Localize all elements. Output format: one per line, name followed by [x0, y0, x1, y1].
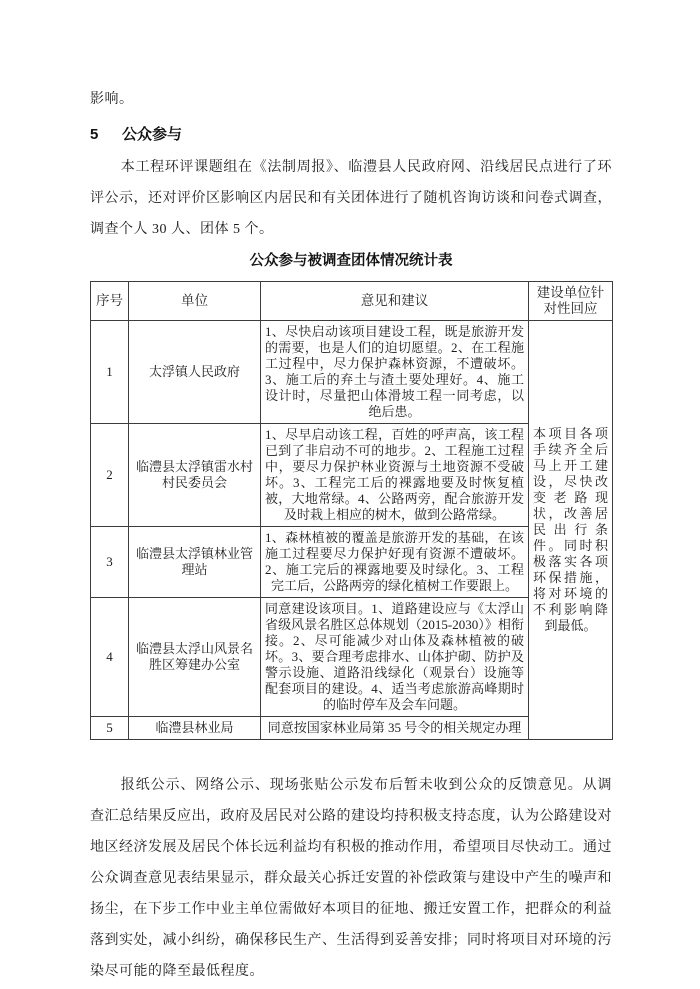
intro-paragraph: 本工程环评课题组在《法制周报》、临澧县人民政府网、沿线居民点进行了环评公示，还对评价区影响区内居民和有关团体进行了随机咨询访谈和问卷式调查，调查个人 30 人、团体 5 个。 [90, 160, 612, 237]
header-unit: 单位 [129, 282, 261, 321]
row-unit: 临澧县太浮镇雷水村村民委员会 [129, 424, 261, 527]
response-merged-cell: 本项目各项手续齐全后马上开工建设，尽快改变老路现状，改善居民出行条件。同时积极落实各项环保措施，将对环境的不利影响降到最低。 [529, 321, 613, 740]
closing-paragraph: 报纸公示、网络公示、现场张贴公示发布后暂未收到公众的反馈意见。从调查汇总结果反应出，政府及居民对公路的建设均持积极支持态度，认为公路建设对地区经济发展及居民个体长远利益均有积极的推动作用，希望项目尽快动工。通过公众调查意见表结果显示，群众最关心拆迁安置的补偿政策与建设中产生的噪声和扬尘，在下步工作中业主单位需做好本项目的征地、搬迁安置工作，把群众的利益落到实处，减小纠纷，确保移民生产、生活得到妥善安排；同时将项目对环境的污染尽可能的降至最低程度。 [90, 778, 612, 979]
header-serial-number: 序号 [91, 282, 129, 321]
section-heading [90, 119, 612, 150]
row-unit: 临澧县太浮镇林业管理站 [129, 527, 261, 598]
row-unit: 临澧县太浮山风景名胜区筹建办公室 [129, 598, 261, 717]
row-unit: 临澧县林业局 [129, 717, 261, 740]
table-row [91, 321, 613, 424]
paragraph-continuation: 影响。 [90, 92, 134, 107]
row-serial-number: 2 [91, 424, 129, 527]
header-opinion: 意见和建议 [261, 282, 529, 321]
row-serial-number: 3 [91, 527, 129, 598]
row-serial-number: 1 [91, 321, 129, 424]
header-response: 建设单位针对性回应 [529, 282, 613, 321]
row-serial-number: 4 [91, 598, 129, 717]
row-opinion: 1、森林植被的覆盖是旅游开发的基础，在该施工过程要尽力保护好现有资源不遭破坏。2、施工完后的裸露地要及时绿化。3、工程完工后，公路两旁的绿化植树工作要跟上。 [261, 527, 529, 598]
row-opinion: 1、尽早启动该工程，百姓的呼声高，该工程已到了非启动不可的地步。2、工程施工过程中，要尽力保护林业资源与土地资源不受破坏。3、工程完工后的裸露地要及时恢复植被，大地常绿。4、公路两旁，配合旅游开发及时栽上相应的树木，做到公路常绿。 [261, 424, 529, 527]
row-opinion: 同意按国家林业局第 35 号令的相关规定办理 [261, 717, 529, 740]
row-opinion: 1、尽快启动该项目建设工程，既是旅游开发的需要，也是人们的迫切愿望。2、在工程施工过程中，尽力保护森林资源，不遭破坏。3、施工后的弃土与渣土要处理好。4、施工设计时，尽量把山体滑坡工程一同考虑，以绝后患。 [261, 321, 529, 424]
row-opinion: 同意建设该项目。1、道路建设应与《太浮山省级风景名胜区总体规划（2015-2030）》相衔接。2、尽可能减少对山体及森林植被的破坏。3、要合理考虑排水、山体护砌、防护及警示设施、道路沿线绿化（观景台）设施等配套项目的建设。4、适当考虑旅游高峰期时的临时停车及会车问题。 [261, 598, 529, 717]
row-serial-number: 5 [91, 717, 129, 740]
table-title: 公众参与被调查团体情况统计表 [249, 253, 453, 269]
table-header-row [91, 282, 613, 321]
survey-table [90, 281, 613, 740]
section-title: 公众参与 [122, 126, 183, 143]
table-body [91, 321, 613, 740]
section-number: 5 [90, 126, 99, 143]
row-unit: 太浮镇人民政府 [129, 321, 261, 424]
